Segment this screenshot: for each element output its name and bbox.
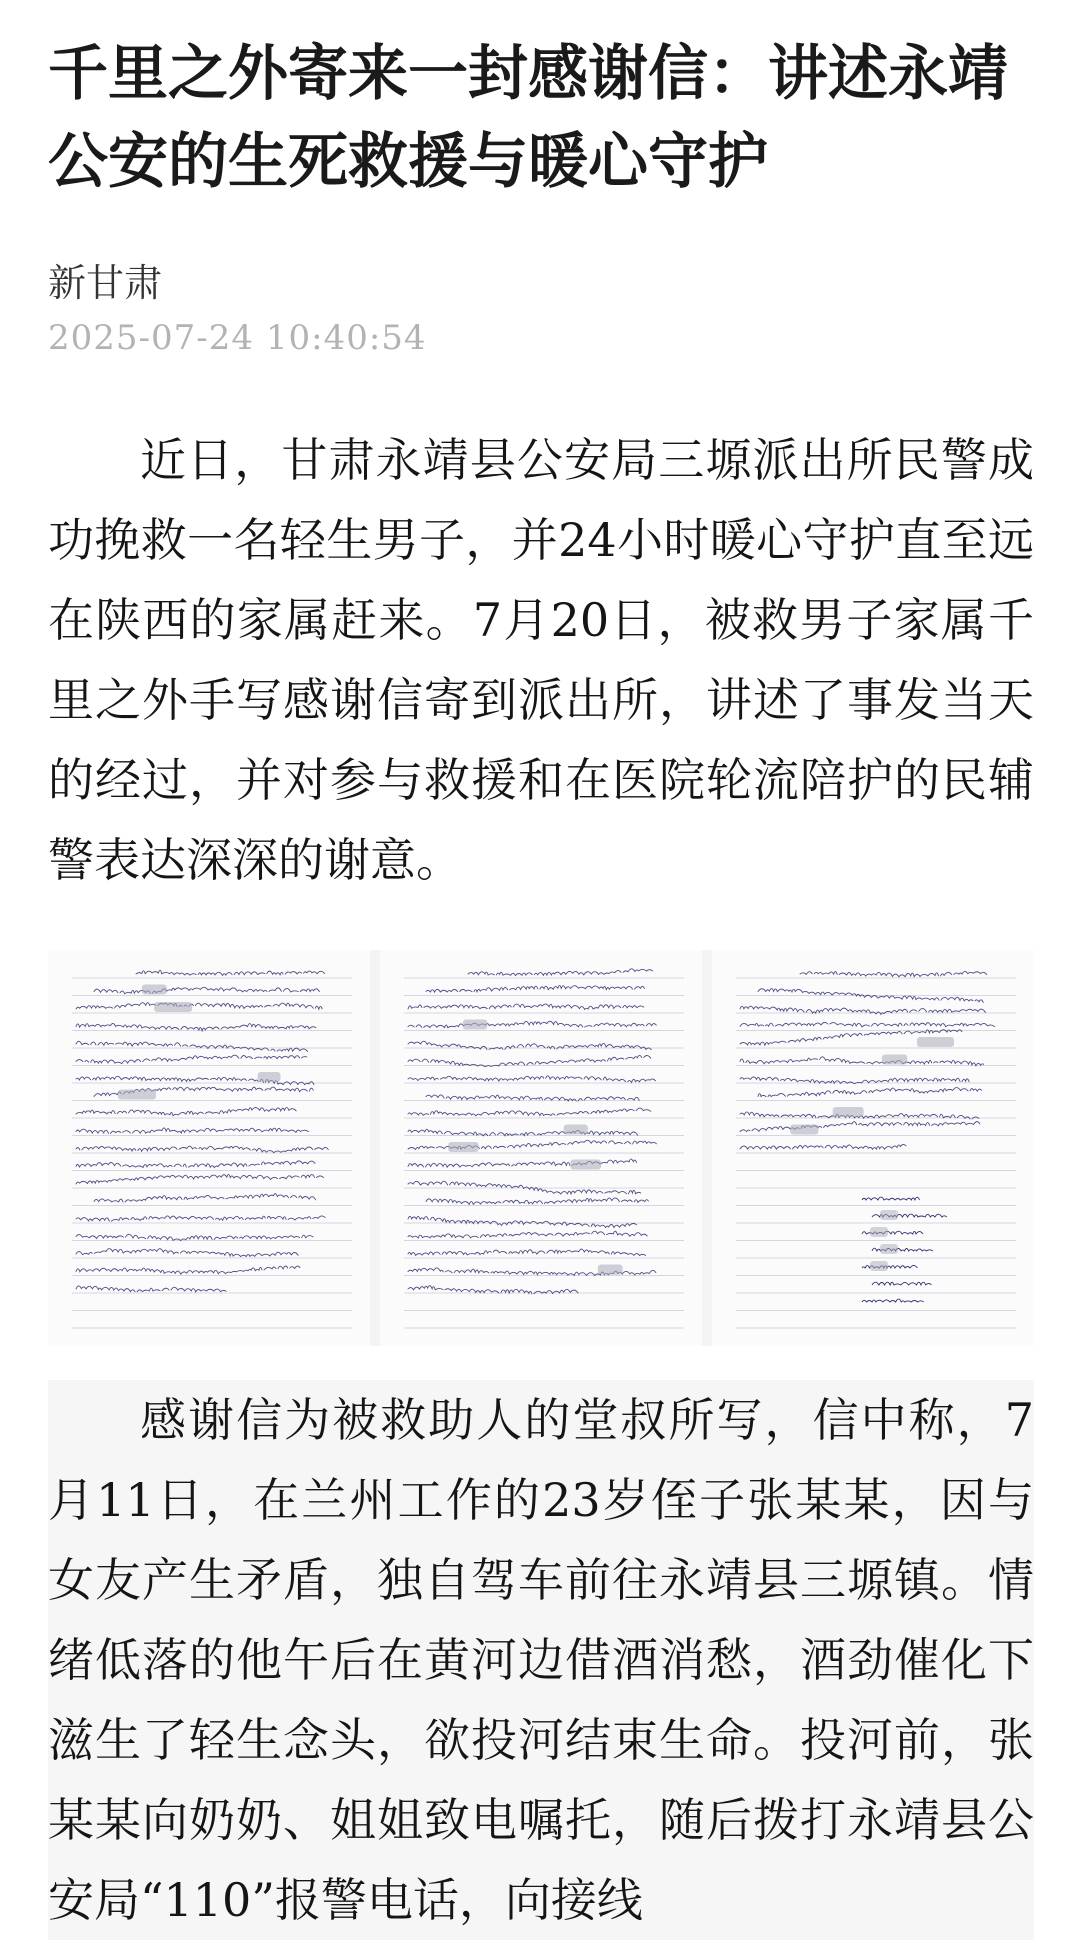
handwriting-line <box>76 1146 328 1152</box>
handwriting-line <box>76 1286 228 1292</box>
letter-page-2[interactable] <box>380 950 702 1346</box>
redaction-blur <box>880 1244 898 1254</box>
handwriting-line <box>136 970 325 975</box>
redaction-blur <box>564 1125 588 1135</box>
signature-line <box>872 1282 932 1285</box>
handwriting-line <box>408 1041 651 1050</box>
handwriting-line <box>76 1108 296 1116</box>
signature-line <box>862 1197 920 1200</box>
handwriting-line <box>426 985 647 992</box>
redaction-blur <box>790 1125 818 1135</box>
redaction-blur <box>598 1265 623 1275</box>
article-title: 千里之外寄来一封感谢信：讲述永靖公安的生死救援与暖心守护 <box>48 39 1008 197</box>
redaction-blur <box>882 1055 907 1065</box>
handwriting-line <box>76 1055 307 1063</box>
handwriting-line <box>76 1174 324 1184</box>
redaction-blur <box>463 1020 488 1030</box>
redaction-blur <box>258 1072 281 1082</box>
paragraph-intro: 近日，甘肃永靖县公安局三塬派出所民警成功挽救一名轻生男子，并24小时暖心守护直至远在陕西的家属赶来。7月20日，被救男子家属千里之外手写感谢信寄到派出所，讲述了事发当天的经过，并对参与救援和在医院轮流陪护的民辅警表达深深的谢意。 <box>48 433 1034 887</box>
paragraph-letter-details: 感谢信为被救助人的堂叔所写，信中称，7月11日，在兰州工作的23岁侄子张某某，因与女友产生矛盾，独自驾车前往永靖县三塬镇。情绪低落的他午后在黄河边借酒消愁，酒劲催化下滋生了轻生念头，欲投河结束生命。投河前，张某某向奶奶、姐姐致电嘱托，随后拨打永靖县公安局“110”报警电话，向接线 <box>48 1380 1034 1940</box>
redaction-blur <box>870 1227 888 1237</box>
handwriting-line <box>740 1122 980 1132</box>
redaction-blur <box>154 1002 192 1012</box>
letter-page-3[interactable] <box>712 950 1034 1346</box>
article-source[interactable]: 新甘肃 <box>48 261 163 305</box>
letter-image-strip[interactable] <box>48 950 1034 1346</box>
handwriting-line <box>408 1159 637 1167</box>
handwriting-line <box>76 1003 322 1010</box>
handwritten-letter-image-2 <box>380 950 702 1346</box>
letter-page-1[interactable] <box>48 950 370 1346</box>
handwriting-line <box>408 1249 646 1255</box>
redaction-blur <box>118 1090 156 1100</box>
handwriting-line <box>408 1004 644 1009</box>
handwriting-line <box>76 1161 315 1168</box>
handwriting-line <box>94 987 319 994</box>
handwritten-letter-image-1 <box>48 950 370 1346</box>
handwriting-line <box>76 1023 316 1030</box>
handwriting-line <box>76 1234 315 1240</box>
handwriting-line <box>408 1231 647 1238</box>
handwriting-line <box>408 1055 651 1066</box>
handwriting-line <box>76 1128 309 1134</box>
signature-line <box>862 1299 924 1302</box>
redaction-blur <box>833 1107 864 1117</box>
handwriting-line <box>76 1266 300 1274</box>
handwriting-line <box>758 1088 982 1097</box>
handwriting-line <box>426 1198 648 1204</box>
redaction-blur <box>448 1142 478 1152</box>
handwriting-line <box>408 1216 637 1227</box>
handwriting-line <box>408 1286 578 1294</box>
redaction-blur <box>870 1261 888 1271</box>
handwriting-line <box>408 1129 638 1135</box>
handwriting-line <box>800 971 987 976</box>
redaction-blur <box>917 1037 954 1047</box>
handwriting-line <box>76 1041 308 1051</box>
redaction-blur <box>880 1210 898 1220</box>
handwritten-letter-image-3 <box>712 950 1034 1346</box>
handwriting-line <box>76 1249 298 1257</box>
handwriting-line <box>740 1144 906 1149</box>
publish-datetime: 2025-07-24 10:40:54 <box>48 318 427 358</box>
handwriting-line <box>408 1140 657 1149</box>
handwriting-line <box>408 1021 656 1027</box>
handwriting-line <box>76 1216 325 1221</box>
handwriting-line <box>468 969 652 976</box>
redaction-blur <box>570 1160 601 1170</box>
redaction-blur <box>142 985 167 995</box>
handwriting-line <box>740 1022 995 1027</box>
handwriting-line <box>740 1057 984 1066</box>
handwriting-line <box>94 1194 316 1202</box>
handwriting-line <box>408 1076 655 1083</box>
handwriting-line <box>408 1108 651 1116</box>
